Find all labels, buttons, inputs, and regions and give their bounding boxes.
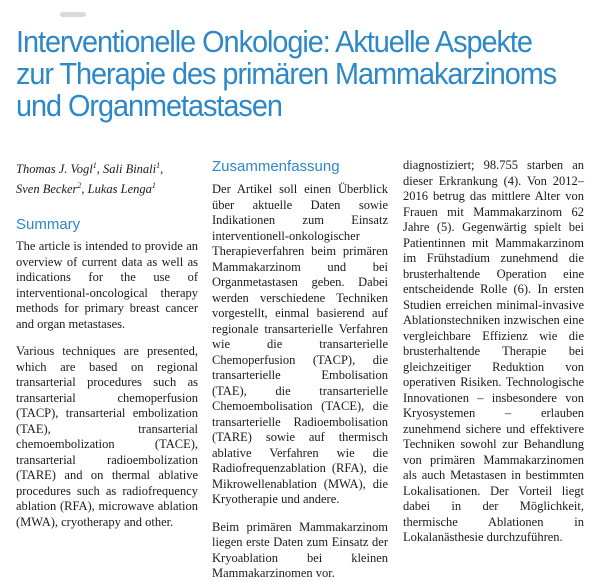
author-name: Sven Becker xyxy=(16,181,78,196)
left-column xyxy=(16,158,198,530)
author-line-1 xyxy=(16,158,198,178)
author-name: , Sali Binali xyxy=(96,162,157,177)
right-column xyxy=(403,158,584,546)
zusammenfassung-paragraph-2: Beim primären Mammakarzinom liegen erste Daten zum Einsatz der Kryoablation bei kleinen Mammakarzinomen vor. xyxy=(212,519,388,580)
middle-column xyxy=(212,158,388,582)
body-paragraph: diagnostiziert; 98.755 starben an dieser Erkrankung (4). Von 2012–2016 betrug das mittlere Alter von Frauen mit Mammakarzinom 62 Jahre (5). Gegenwärtig spielt bei Patientinnen mit Mammakarzinom im Frühstadium zunehmend die brusterhaltende Operation eine entscheidende Rolle (6). In ersten Studien erreichen minimal-invasive Ablationstechniken inzwischen eine vergleichbare Effizienz wie die brusterhaltende Therapie bei gleichzeitiger Reduktion von operativen Risiken. Technologische Innovationen – insbesondere von Kryosystemen – erlauben zunehmend sichere und effektivere Techniken sowohl zur Behandlung von primären Mammakarzinomen als auch Metastasen in bestimmten Lokalisationen. Der Vorteil liegt dabei in der Möglichkeit, thermische Ablationen in Lokalanästhesie durchzuführen. xyxy=(403,158,584,544)
title-line-1: Interventionelle Onkologie: Aktuelle Aspekte xyxy=(16,24,532,59)
author-separator: , xyxy=(160,162,164,177)
summary-heading: Summary xyxy=(16,216,81,234)
zusammenfassung-heading: Zusammenfassung xyxy=(212,158,340,175)
zusammenfassung-paragraph-1: Der Artikel soll einen Überblick über aktuelle Daten sowie Indikationen zum Einsatz interventionell-onkologischer Therapieverfahren beim primären Mammakarzinom und bei Organmetastasen geben. Dabei werden verschiedene Techniken vorgestellt, einmal basierend auf regionale transarterielle Verfahren wie die transarterielle Chemoperfusion (TACP), die transarterielle Embolisation (TAE), die transarterielle Chemoembolisation (TACE), die transarterielle Radioembolisation (TARE) sowie auf thermisch ablative Verfahren wie die Radiofrequenzablation (RFA), die Mikrowellenablation (MWA), die Kryotherapie und andere. xyxy=(212,182,388,506)
header-decoration xyxy=(60,12,86,17)
summary-paragraph-2: Various techniques are presented, which are based on regional transarterial procedures such as transarterial chemoperfusion (TACP), transarterial embolization (TAE), transarterial chemoembolization (TACE), transarterial radioembolization (TARE) and on thermal ablative procedures such as radiofrequency ablation (RFA), microwave ablation (MWA), cryotherapy and other. xyxy=(16,344,198,529)
author-name: , Lukas Lenga xyxy=(81,181,152,196)
affiliation-mark: 1 xyxy=(92,161,97,170)
affiliation-mark: 2 xyxy=(77,180,82,190)
title-line-2: zur Therapie des primären Mammakarzinoms xyxy=(16,56,557,91)
summary-paragraph-1: The article is intended to provide an overview of current data as well as indications for the use of interventional-oncological therapy methods for primary breast cancer and organ metastases. xyxy=(16,239,198,331)
article-title xyxy=(16,26,555,122)
author-name: Thomas J. Vogl xyxy=(16,162,93,177)
author-line-2 xyxy=(16,178,198,198)
title-line-3: und Organmetastasen xyxy=(16,88,282,123)
affiliation-mark: 1 xyxy=(156,161,161,170)
affiliation-mark: 1 xyxy=(151,180,156,190)
author-list xyxy=(16,158,198,197)
